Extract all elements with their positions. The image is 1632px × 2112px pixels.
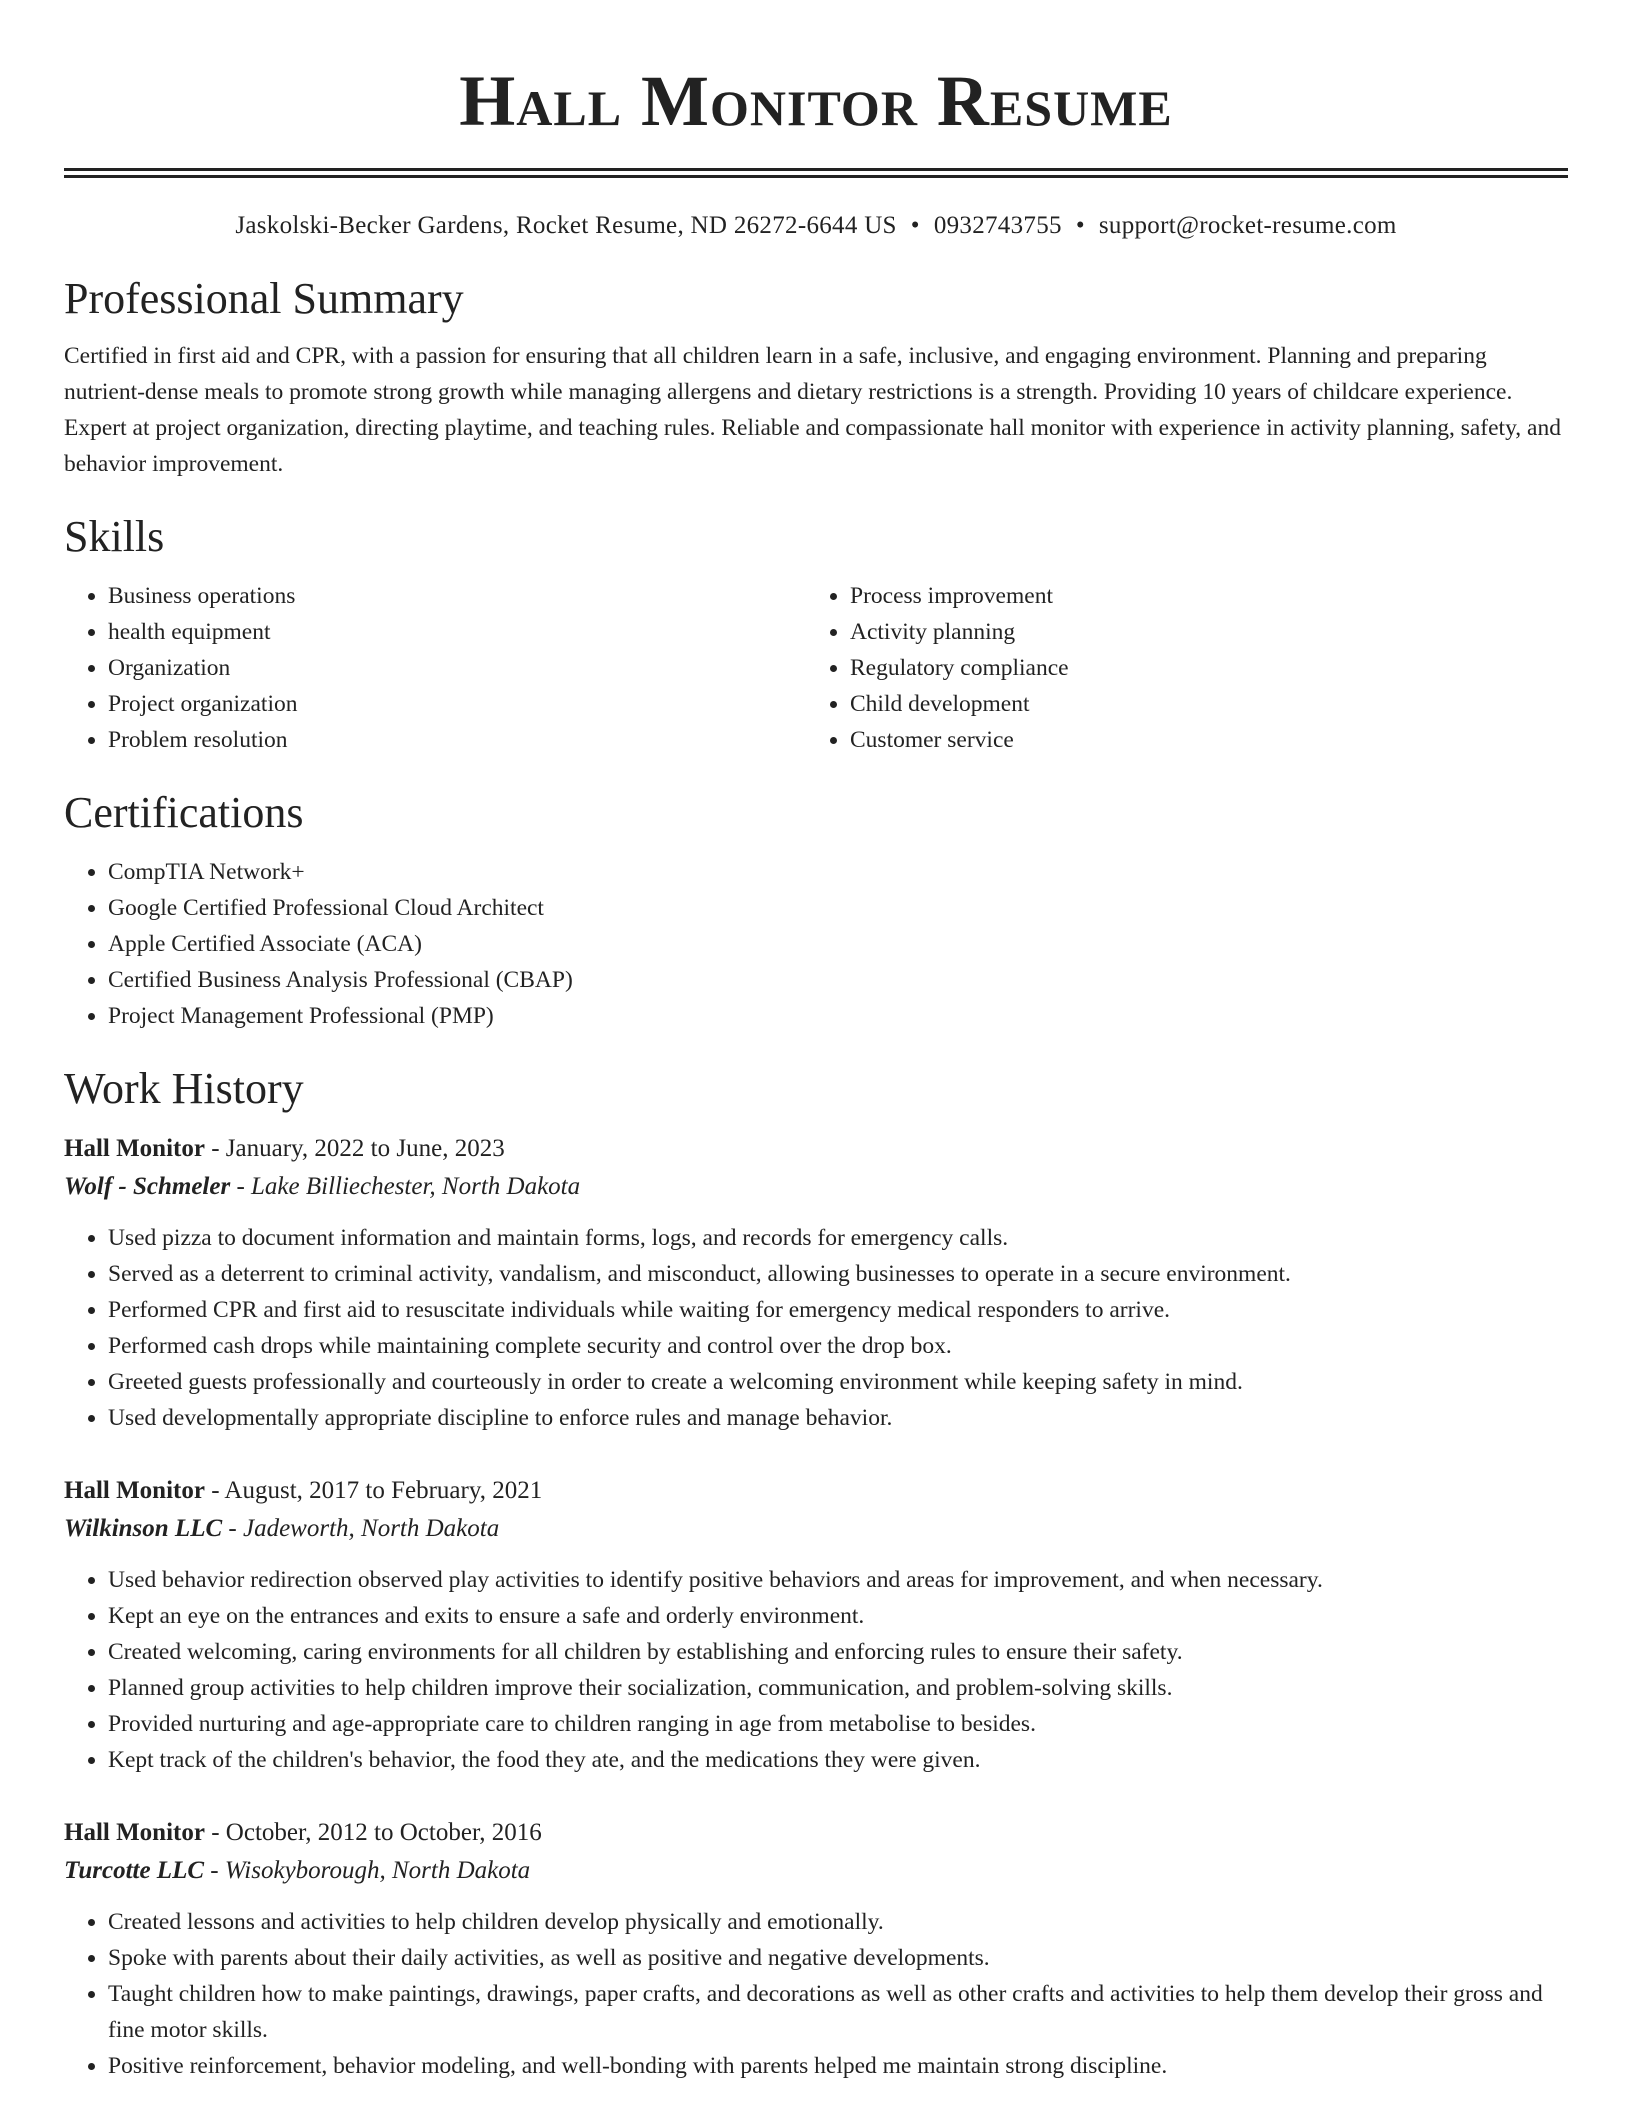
job-bullet: • Planned group activities to help children improve their socialization, communication, and problem-solving skills. [108, 1670, 1568, 1706]
contact-address: Jaskolski-Becker Gardens, Rocket Resume, ND 26272-6644 US [235, 212, 897, 239]
section-heading-work-history: Work History [64, 1064, 304, 1113]
job-bullet: • Created lessons and activities to help children develop physically and emotionally. [108, 1904, 1568, 1940]
section-heading-summary: Professional Summary [64, 274, 464, 323]
job-dates: - January, 2022 to June, 2023 [204, 1135, 505, 1162]
skill-item: • Business operations [108, 578, 806, 614]
title-double-rule [64, 168, 1568, 178]
professional-summary-section [64, 272, 1568, 482]
contact-separator: • [910, 212, 920, 239]
job-entry [64, 1814, 1568, 2084]
job-dates: - August, 2017 to February, 2021 [204, 1477, 543, 1504]
job-company-line [64, 1852, 1568, 1890]
contact-phone: 0932743755 [933, 212, 1062, 239]
skill-item: • Activity planning [850, 614, 1548, 650]
skill-item: • Problem resolution [108, 722, 806, 758]
job-bullet: • Greeted guests professionally and courteously in order to create a welcoming environment while keeping safety in mind. [108, 1364, 1568, 1400]
skills-list-right [806, 578, 1548, 758]
job-bullet: • Kept track of the children's behavior, the food they ate, and the medications they were given. [108, 1742, 1568, 1778]
work-history-section [64, 1062, 1568, 2084]
certification-item: • CompTIA Network+ [108, 854, 1568, 890]
job-bullet: • Served as a deterrent to criminal activity, vandalism, and misconduct, allowing businesses to operate in a secure environment. [108, 1256, 1568, 1292]
job-company: Wolf - Schmeler [64, 1173, 231, 1200]
job-dates: - October, 2012 to October, 2016 [204, 1819, 542, 1846]
job-title: Hall Monitor [64, 1477, 205, 1504]
skills-list-left [64, 578, 806, 758]
certification-item: • Project Management Professional (PMP) [108, 998, 1568, 1034]
job-company-line [64, 1510, 1568, 1548]
certification-item: • Certified Business Analysis Professional (CBAP) [108, 962, 1568, 998]
skills-grid [64, 578, 1568, 758]
job-bullet: • Taught children how to make paintings, drawings, paper crafts, and decorations as well as other crafts and activities to help them develop their gross and fine motor skills. [108, 1976, 1568, 2048]
job-bullets [64, 1220, 1568, 1436]
section-heading-skills: Skills [64, 512, 165, 561]
skill-item: • Child development [850, 686, 1548, 722]
job-title-line [64, 1472, 1568, 1510]
certifications-list [64, 854, 1568, 1034]
job-company-line [64, 1168, 1568, 1206]
job-bullets [64, 1562, 1568, 1778]
job-location: - Lake Billiechester, North Dakota [230, 1173, 581, 1200]
certification-item: • Apple Certified Associate (ACA) [108, 926, 1568, 962]
job-bullets [64, 1904, 1568, 2084]
job-bullet: • Spoke with parents about their daily activities, as well as positive and negative developments. [108, 1940, 1568, 1976]
skill-item: • health equipment [108, 614, 806, 650]
job-title: Hall Monitor [64, 1135, 205, 1162]
job-title-line [64, 1130, 1568, 1168]
job-bullet: • Used developmentally appropriate discipline to enforce rules and manage behavior. [108, 1400, 1568, 1436]
contact-separator: • [1075, 212, 1085, 239]
summary-text: Certified in first aid and CPR, with a passion for ensuring that all children learn in a safe, inclusive, and engaging environment. Planning and preparing nutrient-dense meals to promote strong growth while managing allergens and dietary restrictions is a strength. Providing 10 years of childcare experience. Expert at project organization, directing playtime, and teaching rules. Reliable and compassionate hall monitor with experience in activity planning, safety, and behavior improvement. [64, 343, 1561, 477]
job-bullet: • Created welcoming, caring environments for all children by establishing and enforcing rules to ensure their safety. [108, 1634, 1568, 1670]
certification-item: • Google Certified Professional Cloud Architect [108, 890, 1568, 926]
skill-item: • Process improvement [850, 578, 1548, 614]
job-entry [64, 1472, 1568, 1778]
resume-title: Hall Monitor Resume [459, 61, 1173, 141]
job-location: - Wisokyborough, North Dakota [204, 1857, 531, 1884]
job-bullet: • Kept an eye on the entrances and exits to ensure a safe and orderly environment. [108, 1598, 1568, 1634]
contact-line [64, 208, 1568, 244]
job-company: Wilkinson LLC [64, 1515, 223, 1542]
skill-item: • Organization [108, 650, 806, 686]
job-bullet: • Used behavior redirection observed play activities to identify positive behaviors and areas for improvement, and when necessary. [108, 1562, 1568, 1598]
certifications-section [64, 786, 1568, 1034]
skill-item: • Customer service [850, 722, 1548, 758]
job-location: - Jadeworth, North Dakota [222, 1515, 500, 1542]
section-heading-certifications: Certifications [64, 788, 304, 837]
job-bullet: • Performed CPR and first aid to resuscitate individuals while waiting for emergency medical responders to arrive. [108, 1292, 1568, 1328]
job-entry [64, 1130, 1568, 1436]
skill-item: • Project organization [108, 686, 806, 722]
contact-email: support@rocket-resume.com [1098, 212, 1397, 239]
job-bullet: • Used pizza to document information and maintain forms, logs, and records for emergency calls. [108, 1220, 1568, 1256]
skill-item: • Regulatory compliance [850, 650, 1548, 686]
job-bullet: • Provided nurturing and age-appropriate care to children ranging in age from metabolise to besides. [108, 1706, 1568, 1742]
job-bullet: • Positive reinforcement, behavior modeling, and well-bonding with parents helped me maintain strong discipline. [108, 2048, 1568, 2084]
job-title-line [64, 1814, 1568, 1852]
job-title: Hall Monitor [64, 1819, 205, 1846]
skills-section [64, 510, 1568, 758]
job-company: Turcotte LLC [64, 1857, 205, 1884]
job-bullet: • Performed cash drops while maintaining complete security and control over the drop box. [108, 1328, 1568, 1364]
